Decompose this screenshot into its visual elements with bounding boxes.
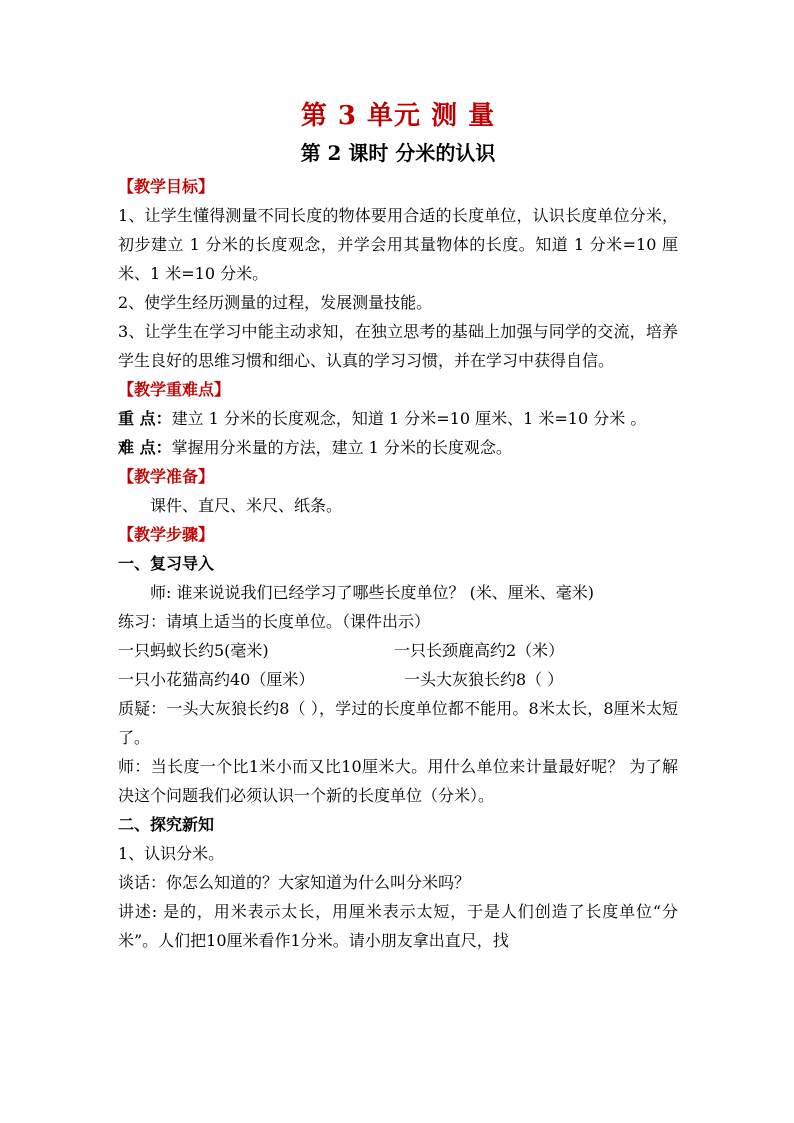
- document-page: [118, 96, 678, 955]
- key-point-text: 建立 1 分米的长度观念，知道 1 分米=10 厘米、1 米=10 分米 。: [171, 409, 647, 428]
- teacher-question: 师: 谁来说说我们已经学习了哪些长度单位？ (米、厘米、毫米): [150, 583, 595, 602]
- section-key-points-heading: 【教学重难点】: [118, 380, 231, 399]
- talk-text: 谈话：你怎么知道的？大家知道为什么叫分米吗？: [118, 873, 471, 892]
- difficult-point-text: 掌握用分米量的方法，建立 1 分米的长度观念。: [171, 438, 512, 457]
- section-goals-heading: 【教学目标】: [118, 177, 215, 196]
- key-point: [118, 404, 678, 433]
- goal-2: 2、使学生经历测量的过程，发展测量技能。: [118, 293, 433, 312]
- step-2-heading: 二、探究新知: [118, 815, 215, 834]
- difficult-point: [118, 433, 678, 462]
- teacher-text: 师：当长度一个比1米小而又比10厘米大。用什么单位来计量最好呢？ 为了解决这个问题我们必须认识一个新的长度单位（分米）。: [118, 757, 678, 805]
- key-point-label: 重 点：: [118, 409, 172, 428]
- preparation-text: 课件、直尺、米尺、纸条。: [150, 496, 343, 515]
- exercise-item: 一头大灰狼长约8（ ）: [404, 670, 564, 689]
- explain-text: 讲述: 是的，用米表示太长，用厘米表示太短，于是人们创造了长度单位“分米”。人们把10厘米看作1分米。请小朋友拿出直尺，找: [118, 902, 678, 950]
- difficult-point-label: 难 点：: [118, 438, 172, 457]
- step-1-heading: 一、复习导入: [118, 554, 215, 573]
- exercise-row-1: [118, 636, 678, 665]
- subsection-1: 1、认识分米。: [118, 844, 225, 863]
- goal-1: 1、让学生懂得测量不同长度的物体要用合适的长度单位，认识长度单位分米，初步建立 1 分米的长度观念，并学会用其量物体的长度。知道 1 分米=10 厘米、1 米=10 分米。: [118, 206, 678, 283]
- unit-title: 第 3 单元 测 量: [300, 101, 496, 131]
- exercise-item: 一只小花猫高约40（厘米）: [118, 670, 315, 689]
- exercise-item: 一只蚂蚁长约5(毫米): [118, 641, 269, 660]
- question-text: 质疑：一头大灰狼长约8（ ），学过的长度单位都不能用。8米太长，8厘米太短了。: [118, 699, 678, 747]
- exercise-row-2: [118, 665, 678, 694]
- goal-3: 3、让学生在学习中能主动求知，在独立思考的基础上加强与同学的交流，培养学生良好的思维习惯和细心、认真的学习习惯，并在学习中获得自信。: [118, 322, 678, 370]
- exercise-item: 一只长颈鹿高约2（米）: [394, 641, 565, 660]
- lesson-title: 第 2 课时 分米的认识: [300, 141, 496, 165]
- section-steps-heading: 【教学步骤】: [118, 525, 215, 544]
- section-preparation-heading: 【教学准备】: [118, 467, 215, 486]
- exercise-intro: 练习：请填上适当的长度单位。（课件出示）: [118, 612, 431, 631]
